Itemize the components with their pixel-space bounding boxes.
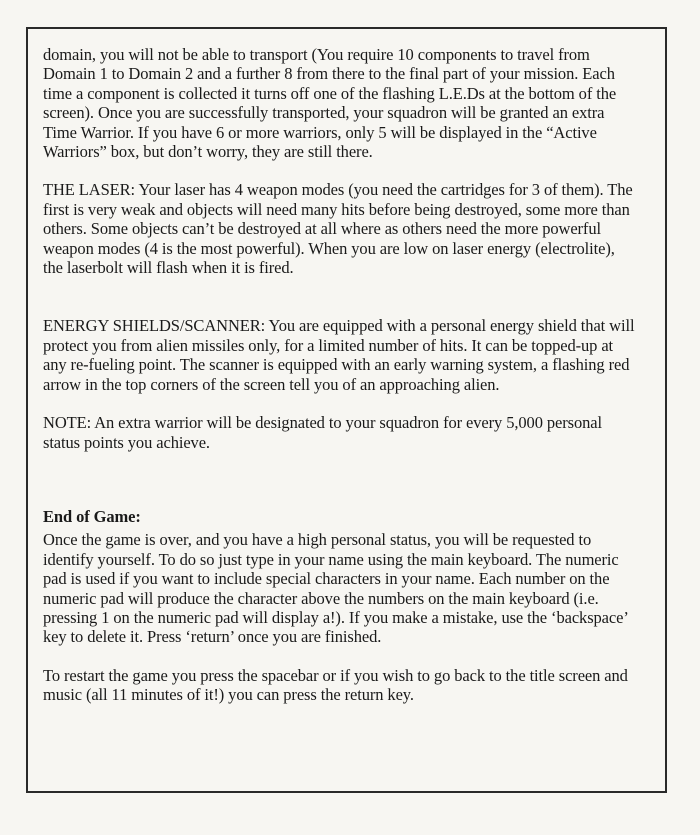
shields-scanner-paragraph: ENERGY SHIELDS/SCANNER: You are equipped with a personal energy shield that will protect you from alien missiles only, for a limited number of hits. It can be topped-up at any re-fueling point. The scanner is equipped with an early warning system, a flashing red arrow in the top corners of the screen tell you of an approaching alien. bbox=[43, 316, 635, 394]
end-of-game-paragraph: Once the game is over, and you have a high personal status, you will be requested to identify yourself. To do so just type in your name using the main keyboard. The numeric pad is used if you want to include special characters in your name. Each number on the numeric pad will produce the character above the numbers on the main keyboard (i.e. pressing 1 on the numeric pad will display a!). If you make a mistake, use the ‘backspace’ key to delete it. Press ‘return’ once you are finished. bbox=[43, 530, 628, 647]
transport-paragraph: domain, you will not be able to transport (You require 10 components to travel from Domain 1 to Domain 2 and a further 8 from there to the final part of your mission. Each time a component is collected it turns off one of the flashing L.E.Ds at the bottom of the screen). Once you are successfully transported, your squadron will be granted an extra Time Warrior. If you have 6 or more warriors, only 5 will be displayed in the “Active Warriors” box, but don’t worry, they are still there. bbox=[43, 45, 617, 162]
end-of-game-heading: End of Game: bbox=[43, 506, 141, 526]
manual-text bbox=[43, 45, 638, 705]
note-paragraph: NOTE: An extra warrior will be designated to your squadron for every 5,000 personal status points you achieve. bbox=[43, 413, 602, 452]
laser-paragraph: THE LASER: Your laser has 4 weapon modes (you need the cartridges for 3 of them). The first is very weak and objects will need many hits before being destroyed, some more than others. Some objects can’t be destroyed at all where as others need the more powerful weapon modes (4 is the most powerful). When you are low on laser energy (electrolite), the laserbolt will flash when it is fired. bbox=[43, 180, 633, 278]
restart-paragraph: To restart the game you press the spacebar or if you wish to go back to the title screen and music (all 11 minutes of it!) you can press the return key. bbox=[43, 665, 628, 705]
